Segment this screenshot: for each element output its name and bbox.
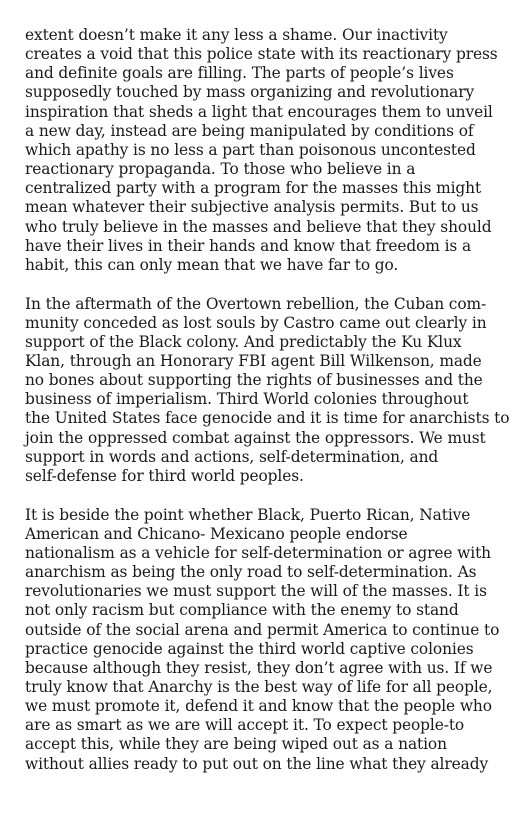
- paragraph-overtown: [25, 294, 510, 487]
- text-line: inspiration that sheds a light that encourages them to unveil: [25, 102, 493, 121]
- text-line: have their lives in their hands and know that freedom is a: [25, 236, 472, 255]
- text-line: support in words and actions, self-determination, and: [25, 447, 439, 466]
- paragraph-self-determination: [25, 506, 505, 774]
- paragraph-inactivity: [25, 26, 505, 275]
- text-line: support of the Black colony. And predictably the Ku Klux: [25, 332, 462, 351]
- text-line: we must promote it, defend it and know that the people who: [25, 697, 492, 716]
- text-line: no bones about supporting the rights of businesses and the: [25, 371, 483, 390]
- text-line: without allies ready to put out on the line what they already: [25, 754, 489, 773]
- text-line: munity conceded as lost souls by Castro came out clearly in: [25, 313, 487, 332]
- text-line: the United States face genocide and it is time for anarchists to: [25, 409, 510, 428]
- text-line: business of imperialism. Third World colonies throughout: [25, 390, 469, 409]
- text-line: habit, this can only mean that we have far to go.: [25, 255, 399, 274]
- text-line: mean whatever their subjective analysis permits. But to us: [25, 198, 479, 217]
- text-line: because although they resist, they don’t agree with us. If we: [25, 658, 493, 677]
- text-line: a new day, instead are being manipulated by conditions of: [25, 121, 474, 140]
- text-line: are as smart as we are will accept it. To expect people-to: [25, 716, 465, 735]
- document-page: [25, 26, 510, 774]
- text-line: creates a void that this police state with its reactionary press: [25, 45, 498, 64]
- text-line: Klan, through an Honorary FBI agent Bill Wilkenson, made: [25, 352, 482, 370]
- text-line: In the aftermath of the Overtown rebellion, the Cuban com-: [25, 294, 487, 313]
- text-line: reactionary propaganda. To those who believe in a: [25, 160, 416, 179]
- text-line: which apathy is no less a part than poisonous uncontested: [25, 140, 476, 159]
- text-line: practice genocide against the third world captive colonies: [25, 639, 474, 658]
- text-line: It is beside the point whether Black, Puerto Rican, Native: [25, 505, 471, 524]
- text-line: truly know that Anarchy is the best way of life for all people,: [25, 678, 493, 696]
- text-line: centralized party with a program for the masses this might: [25, 179, 482, 198]
- text-line: extent doesn’t make it any less a shame. Our inactivity: [25, 26, 448, 44]
- text-line: nationalism as a vehicle for self-determination or agree with: [25, 543, 491, 562]
- text-line: American and Chicano- Mexicano people endorse: [25, 524, 408, 543]
- text-line: supposedly touched by mass organizing and revolutionary: [25, 83, 475, 102]
- text-line: outside of the social arena and permit America to continue to: [25, 620, 500, 639]
- text-line: self-defense for third world peoples.: [25, 466, 304, 485]
- text-line: who truly believe in the masses and believe that they should: [25, 217, 492, 236]
- text-line: not only racism but compliance with the enemy to stand: [25, 601, 459, 620]
- text-line: join the oppressed combat against the oppressors. We must: [25, 428, 486, 447]
- text-line: accept this, while they are being wiped out as a nation: [25, 735, 447, 754]
- text-line: and definite goals are filling. The parts of people’s lives: [25, 64, 454, 83]
- text-line: revolutionaries we must support the will of the masses. It is: [25, 582, 487, 601]
- text-line: anarchism as being the only road to self-determination. As: [25, 563, 477, 582]
